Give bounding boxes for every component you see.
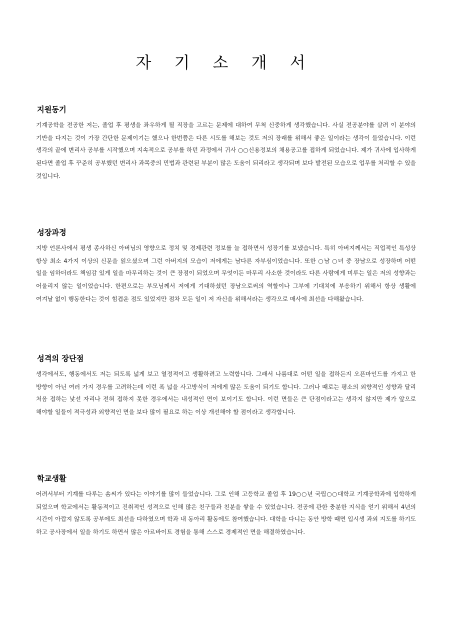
section-school-life xyxy=(36,473,416,540)
section-body: 지방 언론사에서 평생 종사하신 아버님의 영향으로 정치 및 경제관련 정보를 늘 접하면서 성장기를 보냈습니다. 특히 아버지께서는 직업적인 특성상 항상 최소 4가지 이상의 신문을 읽으셨으며 그런 아버지의 모습이 저에게는 남다른 자부심이었습니다. 또한 ○남 ○녀 중 장남으로 성장하며 어떤 일을 임하더라도 책임감 있게 일을 마무리하는 것이 큰 장점이 되었으며 무엇이든 마무리 사소한 것이라도 다른 사람에게 미루는 일은 저의 성향과는 어울리지 않는 일이었습니다. 한편으로는 부모님께서 저에게 기대하셨던 장남으로써의 역할이나 그부에 기대치에 부응하기 위해서 항상 생활에 여겨날 없이 행동한다는 것이 힘겹운 점도 있었지만 점차 모든 일이 저 자신을 위해서라는 생각으로 매사에 최선을 다해왔습니다. xyxy=(36,246,416,303)
section-upbringing xyxy=(36,227,416,307)
section-heading: 성격의 장단점 xyxy=(37,354,84,363)
section-motivation xyxy=(36,104,416,184)
document-title: 자 기 소 개 서 xyxy=(135,53,315,72)
section-heading: 지원동기 xyxy=(37,105,67,114)
section-heading: 성장과정 xyxy=(37,228,67,237)
section-body: 어려서부터 기계를 다루는 솜씨가 있다는 이야기를 많이 들었습니다. 그로 인해 고등학교 졸업 후 19○○년 국립○○대학교 기계공학과에 입학하게 되었으며 학교에서는 활동적이고 진취적인 성격으로 인해 많은 친구들과 친분을 쌓을 수 있었습니다. 전공에 관한 충분한 지식을 얻기 위해서 4년의 시간이 아깝지 않도록 공부에도 최선을 다하였으며 학과 내 동아리 활동에도 참여했습니다. 대학을 다니는 동안 방학 때면 입시생 과외 지도를 하기도 하고 공사장에서 일을 하기도 하면서 많은 아르바이트 경험을 통해 스스로 경제적인 면을 해결하였습니다. xyxy=(36,492,416,537)
section-heading: 학교생활 xyxy=(37,474,67,483)
section-personality xyxy=(36,353,416,420)
section-body: 기계공학을 전공한 저는, 졸업 후 평생을 좌우하게 될 직장을 고르는 문제에 대하여 무척 신중하게 생각했습니다. 사실 전공분야를 살려 이 분야의 기반을 다지는 것이 가장 간단한 문제이기는 했으나 한번쯤은 다른 시도를 해보는 것도 저의 장래를 위해서 좋은 일이라는 생각이 들었습니다. 이런 생각의 끝에 변리사 공부를 시작했으며 지속적으로 공부를 하던 과정에서 귀사 ○○신용정보의 채용공고를 접하게 되었습니다. 제가 귀사에 입사하게 된다면 졸업 후 꾸준히 공부했던 변리사 과목중의 민법과 관련된 부분이 많은 도움이 되리라고 생각되며 보다 발전된 모습으로 업무를 처리할 수 있을 것입니다. xyxy=(36,123,416,180)
section-body: 생각에서도, 행동에서도 저는 되도록 넓게 보고 열정적이고 생활하려고 노력합니다. 그래서 나름대로 어떤 일을 접하든지 오픈마인드를 가지고 한 방향이 아닌 여러 가지 경우를 고려하는데 이런 폭 넓을 사고방식이 저에게 많은 도움이 되기도 합니다. 그러나 때로는 평소의 외향적인 성향과 달리 처음 접하는 낯선 자리나 전혀 접하지 못한 경우에서는 내성적인 면이 보이기도 합니다. 이런 면들은 큰 단점이라고는 생각지 않지만 제가 앞으로 해야할 일들이 적극성과 외향적인 면을 보다 많이 필요로 하는 이상 개선해야 할 점이라고 생각합니다. xyxy=(36,372,416,417)
